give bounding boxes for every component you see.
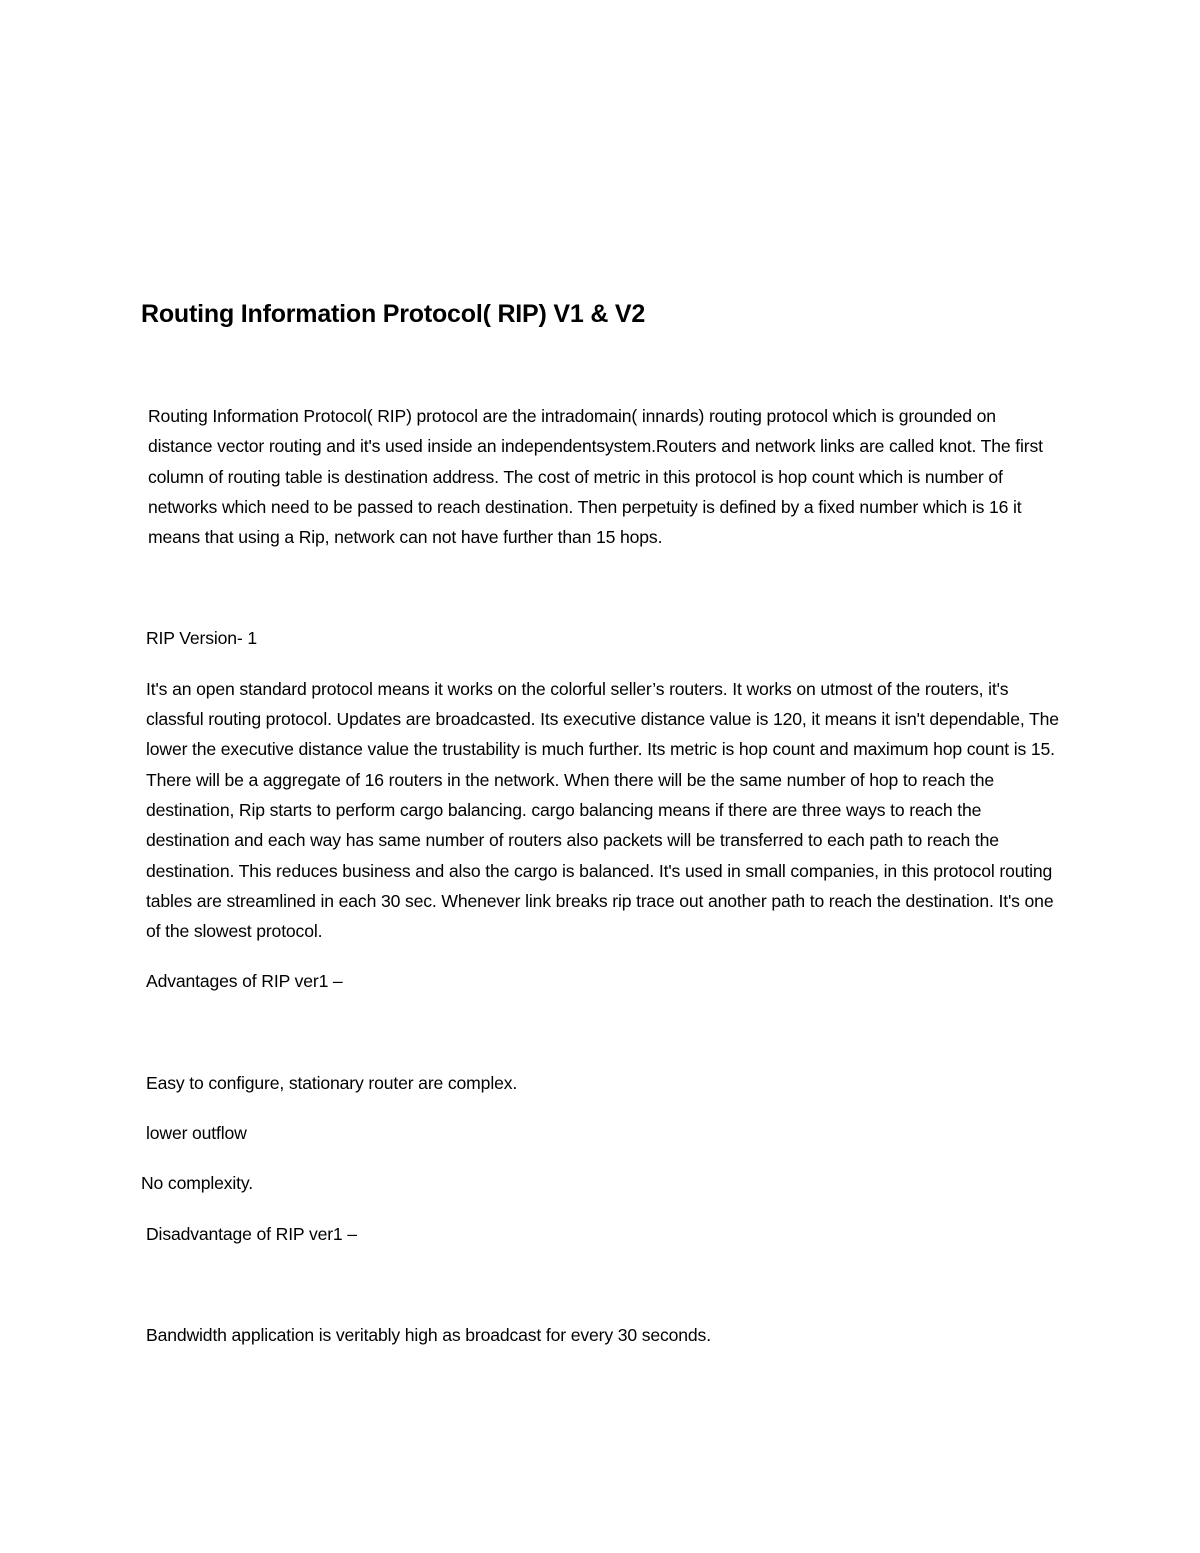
disadvantage-item: Bandwidth application is veritably high as broadcast for every 30 seconds. (146, 1324, 711, 1345)
advantage-item: lower outflow (146, 1123, 247, 1144)
document-content (141, 296, 1061, 1350)
document-title: Routing Information Protocol( RIP) V1 & V2 (141, 300, 646, 328)
advantage-item: No complexity. (141, 1173, 253, 1194)
advantage-item: Easy to configure, stationary router are complex. (146, 1072, 518, 1093)
rip-v1-paragraph: It's an open standard protocol means it works on the colorful seller’s routers. It works on utmost of the routers, it's classful routing protocol. Updates are broadcasted. Its executive distance value is 120, it means it isn't dependable, The lower the executive distance value the trustability is much further. Its metric is hop count and maximum hop count is 15. There will be a aggregate of 16 routers in the network. When there will be the same number of hop to reach the destination, Rip starts to perform cargo balancing. cargo balancing means if there are three ways to reach the destination and each way has same number of routers also packets will be transferred to each path to reach the destination. This reduces business and also the cargo is balanced. It's used in small companies, in this protocol routing tables are streamlined in each 30 sec. Whenever link breaks rip trace out another path to reach the destination. It's one of the slowest protocol. (146, 678, 1059, 942)
advantages-heading: Advantages of RIP ver1 – (146, 971, 343, 992)
disadvantages-heading: Disadvantage of RIP ver1 – (146, 1223, 357, 1244)
rip-v1-heading: RIP Version- 1 (146, 628, 258, 649)
intro-paragraph: Routing Information Protocol( RIP) protocol are the intradomain( innards) routing protocol which is grounded on distance vector routing and it's used inside an independentsystem.Routers and network links are called knot. The first column of routing table is destination address. The cost of metric in this protocol is hop count which is number of networks which need to be passed to reach destination. Then perpetuity is defined by a fixed number which is 16 it means that using a Rip, network can not have further than 15 hops. (148, 406, 1043, 548)
